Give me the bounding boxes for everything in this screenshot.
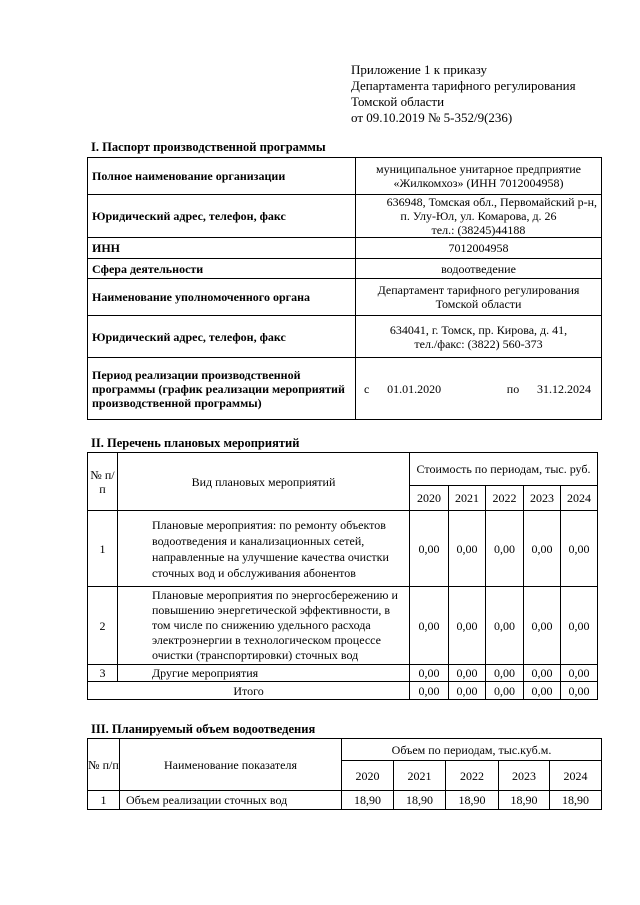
passport-label: Наименование уполномоченного органа <box>88 279 356 316</box>
col-header-no: № п/п <box>88 739 120 791</box>
cost-value: 0,00 <box>524 587 561 665</box>
col-header-cost: Стоимость по периодам, тыс. руб. <box>410 453 598 486</box>
table-row <box>88 238 602 259</box>
col-header-volume: Объем по периодам, тыс.куб.м. <box>342 739 602 761</box>
cost-value: 0,00 <box>486 665 524 682</box>
total-value: 0,00 <box>524 682 561 700</box>
period-to-date: 31.12.2024 <box>537 381 591 396</box>
passport-period-value <box>356 358 602 420</box>
cost-value: 0,00 <box>486 587 524 665</box>
value-line: тел.: (38245)44188 <box>431 223 526 237</box>
cost-value: 0,00 <box>561 511 598 587</box>
cost-value: 0,00 <box>410 665 449 682</box>
passport-period-label: Период реализации производственной программы (график реализации мероприятий производственной программы) <box>88 358 356 420</box>
year-header: 2024 <box>561 486 598 511</box>
year-header: 2022 <box>486 486 524 511</box>
cost-value: 0,00 <box>561 665 598 682</box>
row-name: Плановые мероприятия: по ремонту объектов водоотведения и канализационных сетей, направленные на улучшение качества очистки сточных вод и обслуживания абонентов <box>118 511 410 587</box>
passport-value <box>356 158 602 195</box>
cost-value: 0,00 <box>410 587 449 665</box>
row-name: Объем реализации сточных вод <box>120 791 342 810</box>
passport-label: Юридический адрес, телефон, факс <box>88 316 356 358</box>
passport-label: Юридический адрес, телефон, факс <box>88 195 356 238</box>
row-no: 1 <box>88 791 120 810</box>
passport-value: 7012004958 <box>356 238 602 259</box>
year-header: 2024 <box>550 761 602 791</box>
table-row <box>88 316 602 358</box>
row-name: Плановые мероприятия по энергосбережению и повышению энергетической эффективности, в том числе по снижению удельного расхода электроэнергии в технологическом процессе очистки (транспортировки) сточных вод <box>118 587 410 665</box>
period-from-word: с <box>364 381 370 396</box>
value-line: «Жилкомхоз» (ИНН 7012004958) <box>393 176 564 190</box>
value-line: 634041, г. Томск, пр. Кирова, д. 41, <box>389 322 568 337</box>
year-header: 2020 <box>342 761 394 791</box>
cost-value: 0,00 <box>449 511 486 587</box>
cost-value: 0,00 <box>524 511 561 587</box>
passport-table <box>87 157 602 420</box>
volume-value: 18,90 <box>394 791 446 810</box>
cost-value: 0,00 <box>486 511 524 587</box>
appendix-header <box>351 62 576 126</box>
volume-table <box>87 738 602 810</box>
value-line: муниципальное унитарное предприятие <box>376 162 581 176</box>
table-row <box>88 158 602 195</box>
appendix-line: от 09.10.2019 № 5-352/9(236) <box>351 110 513 125</box>
passport-value <box>356 195 602 238</box>
row-name: Другие мероприятия <box>118 665 410 682</box>
row-no: 2 <box>88 587 118 665</box>
table-row <box>88 195 602 238</box>
col-header-no: № п/п <box>88 453 118 511</box>
table-header-row <box>88 739 602 761</box>
table-row <box>88 665 598 682</box>
table-row <box>88 511 598 587</box>
passport-label: ИНН <box>88 238 356 259</box>
total-value: 0,00 <box>486 682 524 700</box>
value-line: тел./факс: (3822) 560-373 <box>414 336 543 351</box>
year-header: 2023 <box>499 761 550 791</box>
period-to-word: по <box>506 381 520 396</box>
total-value: 0,00 <box>410 682 449 700</box>
passport-value <box>356 279 602 316</box>
appendix-line: Приложение 1 к приказу <box>351 62 488 77</box>
year-header: 2023 <box>524 486 561 511</box>
period-from-date: 01.01.2020 <box>387 381 442 396</box>
year-header: 2021 <box>394 761 446 791</box>
volume-value: 18,90 <box>499 791 550 810</box>
table-row <box>88 791 602 810</box>
passport-section-title: I. Паспорт производственной программы <box>91 140 326 154</box>
passport-value: водоотведение <box>356 259 602 279</box>
passport-label: Полное наименование организации <box>88 158 356 195</box>
total-label: Итого <box>88 682 410 700</box>
cost-value: 0,00 <box>449 587 486 665</box>
table-row <box>88 587 598 665</box>
measures-table <box>87 452 598 700</box>
passport-label: Сфера деятельности <box>88 259 356 279</box>
volume-value: 18,90 <box>550 791 602 810</box>
table-row <box>88 358 602 420</box>
value-line: п. Улу-Юл, ул. Комарова, д. 26 <box>400 209 557 223</box>
year-header: 2022 <box>446 761 499 791</box>
table-header-row <box>88 453 598 486</box>
appendix-line: Томской области <box>351 94 445 109</box>
total-value: 0,00 <box>449 682 486 700</box>
passport-value <box>356 316 602 358</box>
row-no: 1 <box>88 511 118 587</box>
volume-section-title: III. Планируемый объем водоотведения <box>91 722 316 736</box>
col-header-name: Вид плановых мероприятий <box>118 453 410 511</box>
year-header: 2021 <box>449 486 486 511</box>
value-line: Департамент тарифного регулирования <box>377 283 580 297</box>
volume-value: 18,90 <box>342 791 394 810</box>
table-row <box>88 279 602 316</box>
cost-value: 0,00 <box>410 511 449 587</box>
total-value: 0,00 <box>561 682 598 700</box>
table-total-row <box>88 682 598 700</box>
cost-value: 0,00 <box>449 665 486 682</box>
measures-section-title: II. Перечень плановых мероприятий <box>91 436 300 450</box>
cost-value: 0,00 <box>561 587 598 665</box>
col-header-name: Наименование показателя <box>120 739 342 791</box>
volume-value: 18,90 <box>446 791 499 810</box>
year-header: 2020 <box>410 486 449 511</box>
row-no: 3 <box>88 665 118 682</box>
appendix-line: Департамента тарифного регулирования <box>351 78 576 93</box>
table-row <box>88 259 602 279</box>
value-line: Томской области <box>435 297 522 311</box>
value-line: 636948, Томская обл., Первомайский р-н, <box>386 195 597 209</box>
cost-value: 0,00 <box>524 665 561 682</box>
